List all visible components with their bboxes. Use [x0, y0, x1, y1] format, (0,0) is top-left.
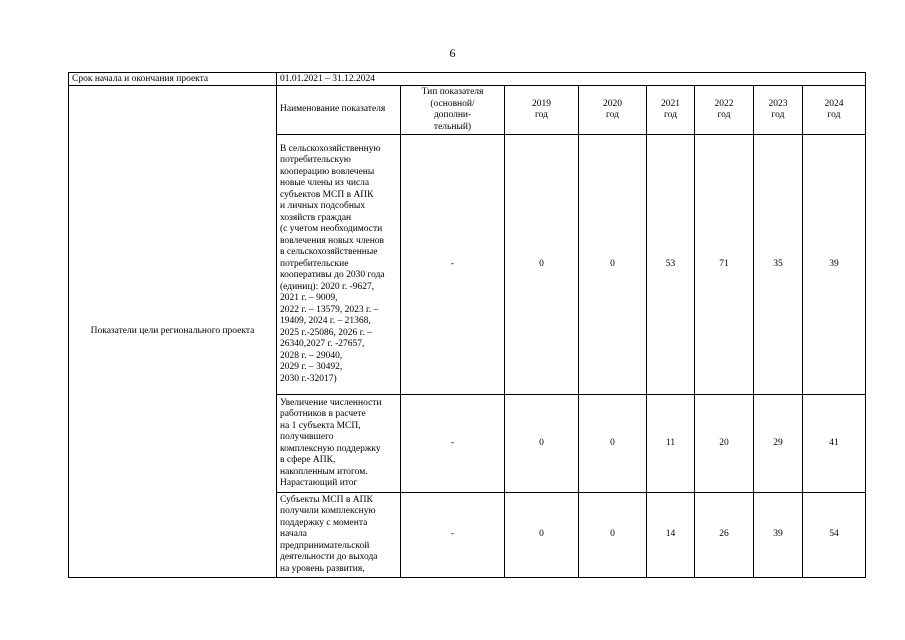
value-2024: 39	[803, 135, 866, 395]
value-2022: 26	[695, 493, 754, 578]
value-2021: 11	[647, 395, 695, 493]
indicator-name: Увеличение численности работников в расчете на 1 субъекта МСП, получившего комплексную поддержку в сфере АПК, накопленным итогом. Нарастающий итог	[277, 395, 401, 493]
header-row	[69, 86, 866, 135]
value-2021: 14	[647, 493, 695, 578]
goal-label: Показатели цели регионального проекта	[69, 86, 277, 578]
header-type: Тип показателя (основной/ дополни- тельный)	[401, 86, 505, 135]
value-2019: 0	[505, 493, 579, 578]
indicator-type: -	[401, 493, 505, 578]
period-row	[69, 73, 866, 86]
header-year-2022: 2022 год	[695, 86, 754, 135]
value-2024: 54	[803, 493, 866, 578]
indicator-name: В сельскохозяйственную потребительскую кооперацию вовлечены новые члены из числа субъектов МСП в АПК и личных подсобных хозяйств граждан (с учетом необходимости вовлечения новых членов в сельскохозяйственные потребительские кооперативы до 2030 года (единиц): 2020 г. -9627, 2021 г. – 9009, 2022 г. – 13579, 2023 г. – 19409, 2024 г. – 21368, 2025 г.-25086, 2026 г. – 26340,2027 г. -27657, 2028 г. – 29040, 2029 г. – 30492, 2030 г.-32017)	[277, 135, 401, 395]
value-2023: 29	[754, 395, 803, 493]
header-name: Наименование показателя	[277, 86, 401, 135]
header-year-2021: 2021 год	[647, 86, 695, 135]
value-2020: 0	[579, 493, 647, 578]
indicator-type: -	[401, 135, 505, 395]
value-2023: 35	[754, 135, 803, 395]
header-year-2023: 2023 год	[754, 86, 803, 135]
indicator-type: -	[401, 395, 505, 493]
value-2021: 53	[647, 135, 695, 395]
header-year-2019: 2019 год	[505, 86, 579, 135]
value-2022: 20	[695, 395, 754, 493]
indicator-name: Субъекты МСП в АПК получили комплексную поддержку с момента начала предпринимательской деятельности до выхода на уровень развития,	[277, 493, 401, 578]
value-2023: 39	[754, 493, 803, 578]
value-2019: 0	[505, 395, 579, 493]
page-number: 6	[449, 46, 456, 60]
value-2019: 0	[505, 135, 579, 395]
value-2020: 0	[579, 395, 647, 493]
project-table	[68, 72, 866, 578]
header-year-2024: 2024 год	[803, 86, 866, 135]
period-value: 01.01.2021 – 31.12.2024	[277, 73, 866, 86]
value-2024: 41	[803, 395, 866, 493]
value-2022: 71	[695, 135, 754, 395]
header-year-2020: 2020 год	[579, 86, 647, 135]
period-label: Срок начала и окончания проекта	[69, 73, 277, 86]
value-2020: 0	[579, 135, 647, 395]
